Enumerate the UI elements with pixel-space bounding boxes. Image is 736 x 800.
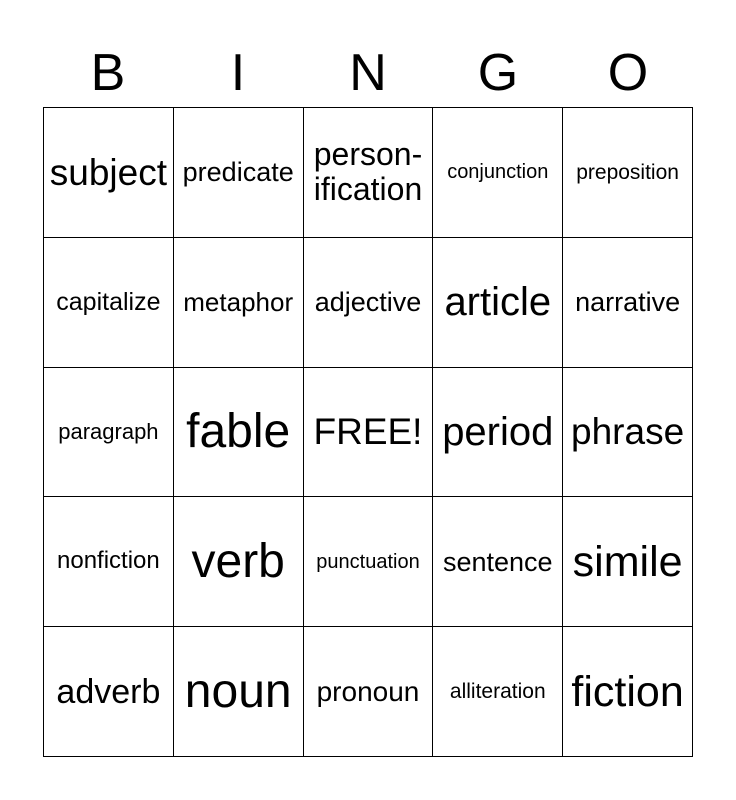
header-letter-b: B (90, 44, 126, 102)
bingo-cell[interactable] (174, 238, 304, 368)
cell-word: article (444, 279, 552, 324)
bingo-cell[interactable] (304, 627, 434, 757)
cell-word: period (442, 409, 554, 454)
cell-word: fiction (571, 667, 684, 716)
header-letter-o: O (607, 44, 649, 102)
cell-word: punctuation (316, 550, 420, 573)
bingo-cell[interactable] (44, 497, 174, 627)
bingo-cell[interactable] (433, 627, 563, 757)
bingo-cell[interactable] (433, 108, 563, 238)
cell-word: adjective (314, 287, 422, 318)
cell-word: noun (184, 664, 292, 718)
cell-word: preposition (576, 160, 679, 184)
cell-word: person- ification (313, 135, 423, 208)
cell-word: capitalize (56, 288, 161, 317)
cell-word: nonfiction (57, 547, 160, 575)
bingo-cell[interactable] (563, 497, 693, 627)
cell-word: predicate (182, 157, 294, 188)
cell-word: metaphor (183, 286, 294, 317)
bingo-cell[interactable] (44, 238, 174, 368)
free-space-cell[interactable] (304, 368, 434, 498)
header-letter-i: I (230, 44, 246, 102)
bingo-cell[interactable] (563, 368, 693, 498)
cell-word: narrative (575, 287, 681, 318)
cell-word: subject (49, 151, 168, 193)
cell-word: phrase (571, 411, 685, 453)
cell-word: simile (572, 537, 683, 586)
bingo-cell[interactable] (433, 497, 563, 627)
bingo-cell[interactable] (174, 497, 304, 627)
bingo-cell[interactable] (44, 108, 174, 238)
cell-word: fable (186, 405, 291, 459)
bingo-cell[interactable] (563, 627, 693, 757)
cell-word: conjunction (447, 161, 549, 184)
cell-word: paragraph (58, 418, 159, 444)
bingo-cell[interactable] (433, 368, 563, 498)
free-space-label: FREE! (313, 411, 423, 453)
bingo-cell[interactable] (304, 238, 434, 368)
cell-word: verb (191, 534, 285, 588)
bingo-cell[interactable] (563, 238, 693, 368)
bingo-cell[interactable] (174, 627, 304, 757)
header-letter-n: N (349, 44, 387, 102)
cell-word: pronoun (316, 675, 420, 707)
bingo-cell[interactable] (563, 108, 693, 238)
header-letter-g: G (477, 44, 519, 102)
bingo-cell[interactable] (174, 368, 304, 498)
cell-word: alliteration (449, 679, 546, 703)
cell-word: sentence (442, 546, 553, 577)
bingo-cell[interactable] (304, 108, 434, 238)
cell-word: adverb (56, 672, 161, 711)
bingo-cell[interactable] (433, 238, 563, 368)
bingo-header (43, 40, 693, 106)
bingo-cell[interactable] (44, 627, 174, 757)
bingo-grid (43, 107, 693, 757)
bingo-cell[interactable] (44, 368, 174, 498)
bingo-cell[interactable] (304, 497, 434, 627)
bingo-cell[interactable] (174, 108, 304, 238)
